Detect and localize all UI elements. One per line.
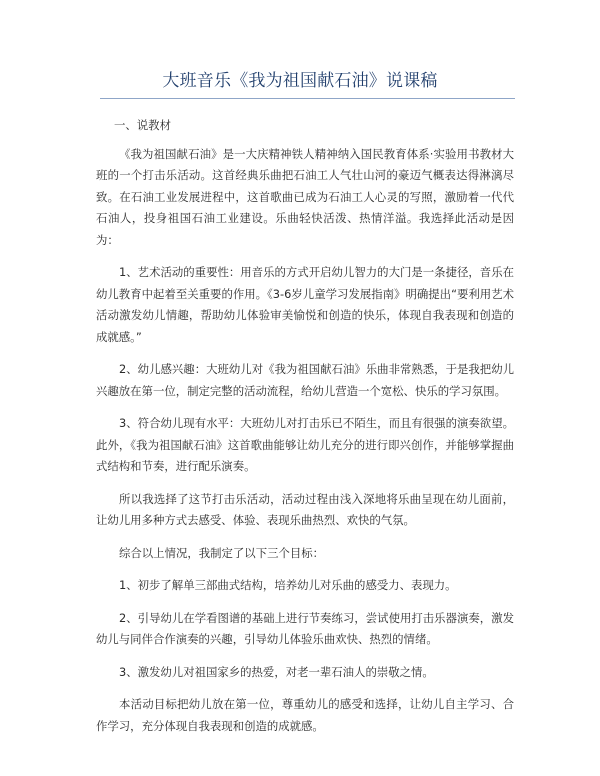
paragraph-intro: 《我为祖国献石油》是一大庆精神铁人精神纳入国民教育体系·实验用书教材大班的一个打击乐活动。这首经典乐曲把石油工人气壮山河的豪迈气概表达得淋漓尽致。在石油工业发展进程中，这首歌曲已成为石油工人心灵的写照，激励着一代代石油人，投身祖国石油工业建设。乐曲轻快活泼、热情洋溢。我选择此活动是因为： bbox=[96, 146, 514, 247]
paragraph-goals-intro: 综合以上情况，我制定了以下三个目标： bbox=[119, 545, 325, 560]
paragraph-goal-3: 3、激发幼儿对祖国家乡的热爱，对老一辈石油人的崇敬之情。 bbox=[119, 664, 434, 679]
document-title: 大班音乐《我为祖国献石油》说课稿 bbox=[162, 71, 438, 91]
paragraph-choice: 所以我选择了这节打击乐活动，活动过程由浅入深地将乐曲呈现在幼儿面前，让幼儿用多种方式去感受、体验、表现乐曲热烈、欢快的气氛。 bbox=[96, 491, 514, 527]
paragraph-reason-1: 1、艺术活动的重要性：用音乐的方式开启幼儿智力的大门是一条捷径，音乐在幼儿教育中起着至关重要的作用。《3-6岁儿童学习发展指南》明确提出“要利用艺术活动激发幼儿情趣，帮助幼儿体验审美愉悦和创造的快乐，体现自我表现和创造的成就感。” bbox=[96, 265, 514, 344]
paragraph-goal-2: 2、引导幼儿在学看图谱的基础上进行节奏练习，尝试使用打击乐器演奏，激发幼儿与同伴合作演奏的兴趣，引导幼儿体验乐曲欢快、热烈的情绪。 bbox=[96, 610, 514, 646]
title-divider bbox=[100, 98, 515, 99]
paragraph-summary: 本活动目标把幼儿放在第一位，尊重幼儿的感受和选择，让幼儿自主学习、合作学习，充分体现自我表现和创造的成就感。 bbox=[96, 697, 514, 733]
section-heading: 一、说教材 bbox=[114, 118, 171, 132]
paragraph-reason-3: 3、符合幼儿现有水平：大班幼儿对打击乐已不陌生，而且有很强的演奏欲望。此外，《我为祖国献石油》这首歌曲能够让幼儿充分的进行即兴创作，并能够掌握曲式结构和节奏，进行配乐演奏。 bbox=[96, 416, 514, 473]
paragraph-goal-1: 1、初步了解单三部曲式结构，培养幼儿对乐曲的感受力、表现力。 bbox=[119, 578, 457, 592]
document-body bbox=[96, 115, 514, 748]
paragraph-reason-2: 2、幼儿感兴趣：大班幼儿对《我为祖国献石油》乐曲非常熟悉，于是我把幼儿兴趣放在第一位，制定完整的活动流程，给幼儿营造一个宽松、快乐的学习氛围。 bbox=[96, 362, 514, 398]
